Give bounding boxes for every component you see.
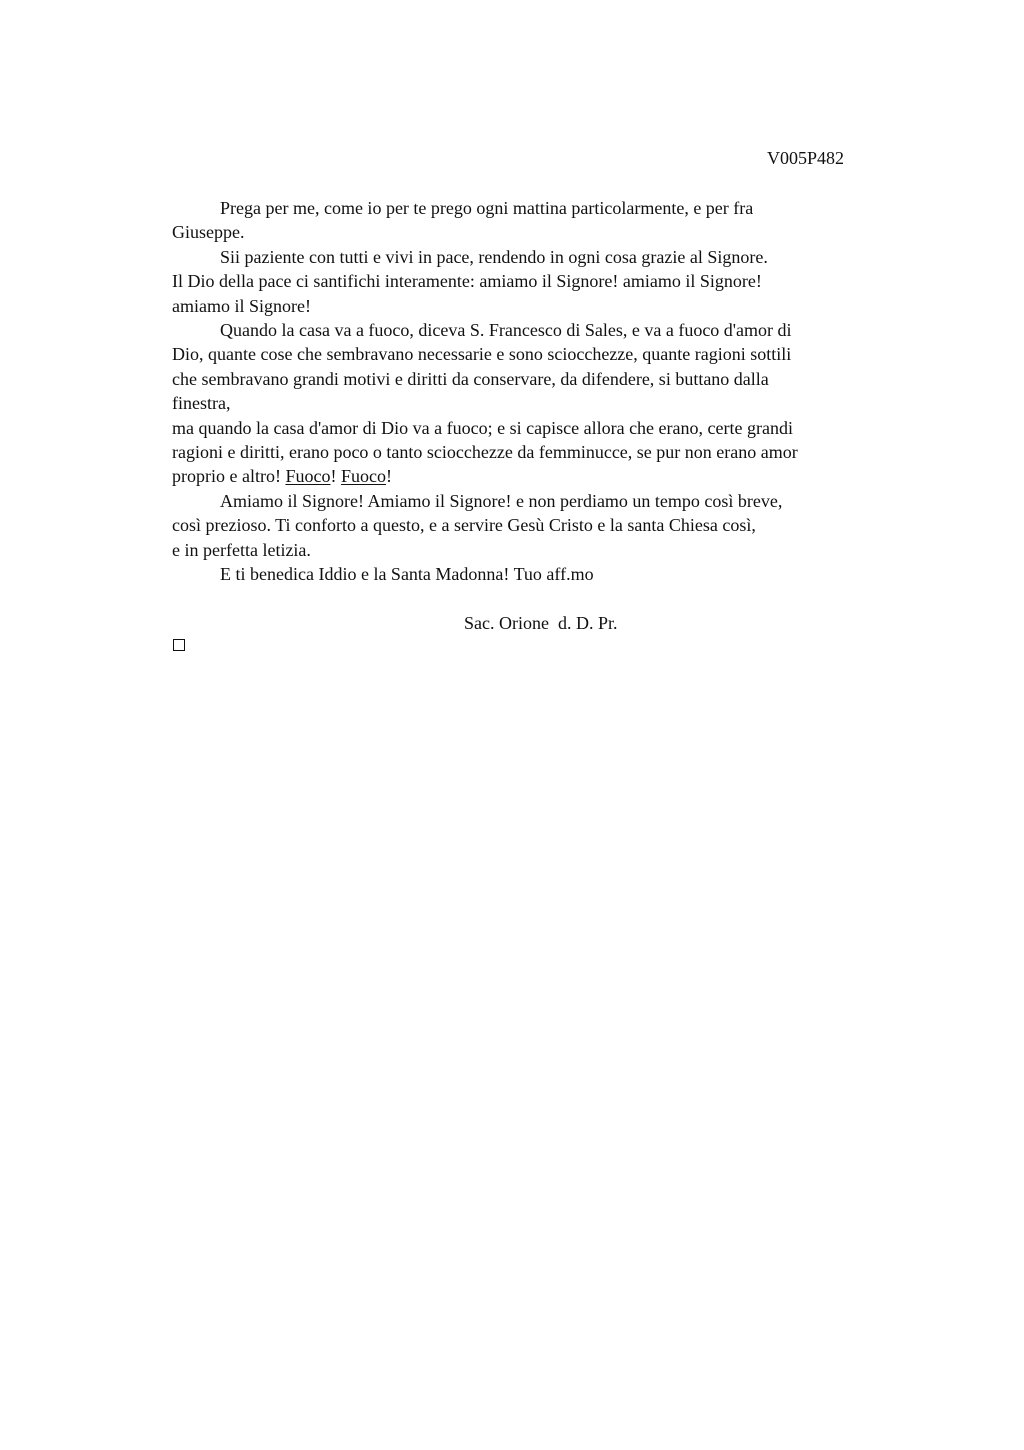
paragraph-3-line-6: ragioni e diritti, erano poco o tanto sciocchezze da femminucce, se pur non erano amor <box>172 442 798 463</box>
page-id: V005P482 <box>766 148 844 168</box>
paragraph-2-line-3: amiamo il Signore! <box>172 295 311 316</box>
paragraph-1-line-2: Giuseppe. <box>172 222 245 243</box>
paragraph-1-line-1: Prega per me, come io per te prego ogni mattina particolarmente, e per fra <box>220 198 754 218</box>
paragraph-3-line-2: Dio, quante cose che sembravano necessarie e sono sciocchezze, quante ragioni sottili <box>172 344 792 365</box>
last-line-suffix: ! <box>385 466 392 487</box>
letter-body <box>172 196 912 587</box>
underlined-word-fuoco-2: Fuoco <box>340 466 386 487</box>
paragraph-3-line-3: che sembravano grandi motivi e diritti da conservare, da difendere, si buttano dalla <box>172 368 769 389</box>
paragraph-3-line-5: ma quando la casa d'amor di Dio va a fuoco; e si capisce allora che erano, certe grandi <box>172 417 793 438</box>
last-line-separator: ! <box>330 466 341 487</box>
paragraph-3-line-4: finestra, <box>172 393 231 414</box>
paragraph-3-line-7 <box>172 464 912 488</box>
last-line-prefix: proprio e altro! <box>172 466 286 487</box>
paragraph-3-line-1: Quando la casa va a fuoco, diceva S. Francesco di Sales, e va a fuoco d'amor di <box>220 320 792 341</box>
paragraph-4-line-1: Amiamo il Signore! Amiamo il Signore! e non perdiamo un tempo così breve, <box>220 490 783 511</box>
paragraph-2-line-2: Il Dio della pace ci santifichi interamente: amiamo il Signore! amiamo il Signore! <box>172 271 762 292</box>
paragraph-2-line-1: Sii paziente con tutti e vivi in pace, rendendo in ogni cosa grazie al Signore. <box>220 246 768 267</box>
paragraph-4-line-3: e in perfetta letizia. <box>172 539 311 560</box>
box-icon <box>173 639 185 651</box>
signature: Sac. Orione d. D. Pr. <box>464 613 618 633</box>
underlined-word-fuoco-1: Fuoco <box>285 466 331 487</box>
paragraph-4-line-2: così prezioso. Ti conforto a questo, e a servire Gesù Cristo e la santa Chiesa così, <box>172 515 756 536</box>
paragraph-5-line-1: E ti benedica Iddio e la Santa Madonna! Tuo aff.mo <box>220 564 594 585</box>
